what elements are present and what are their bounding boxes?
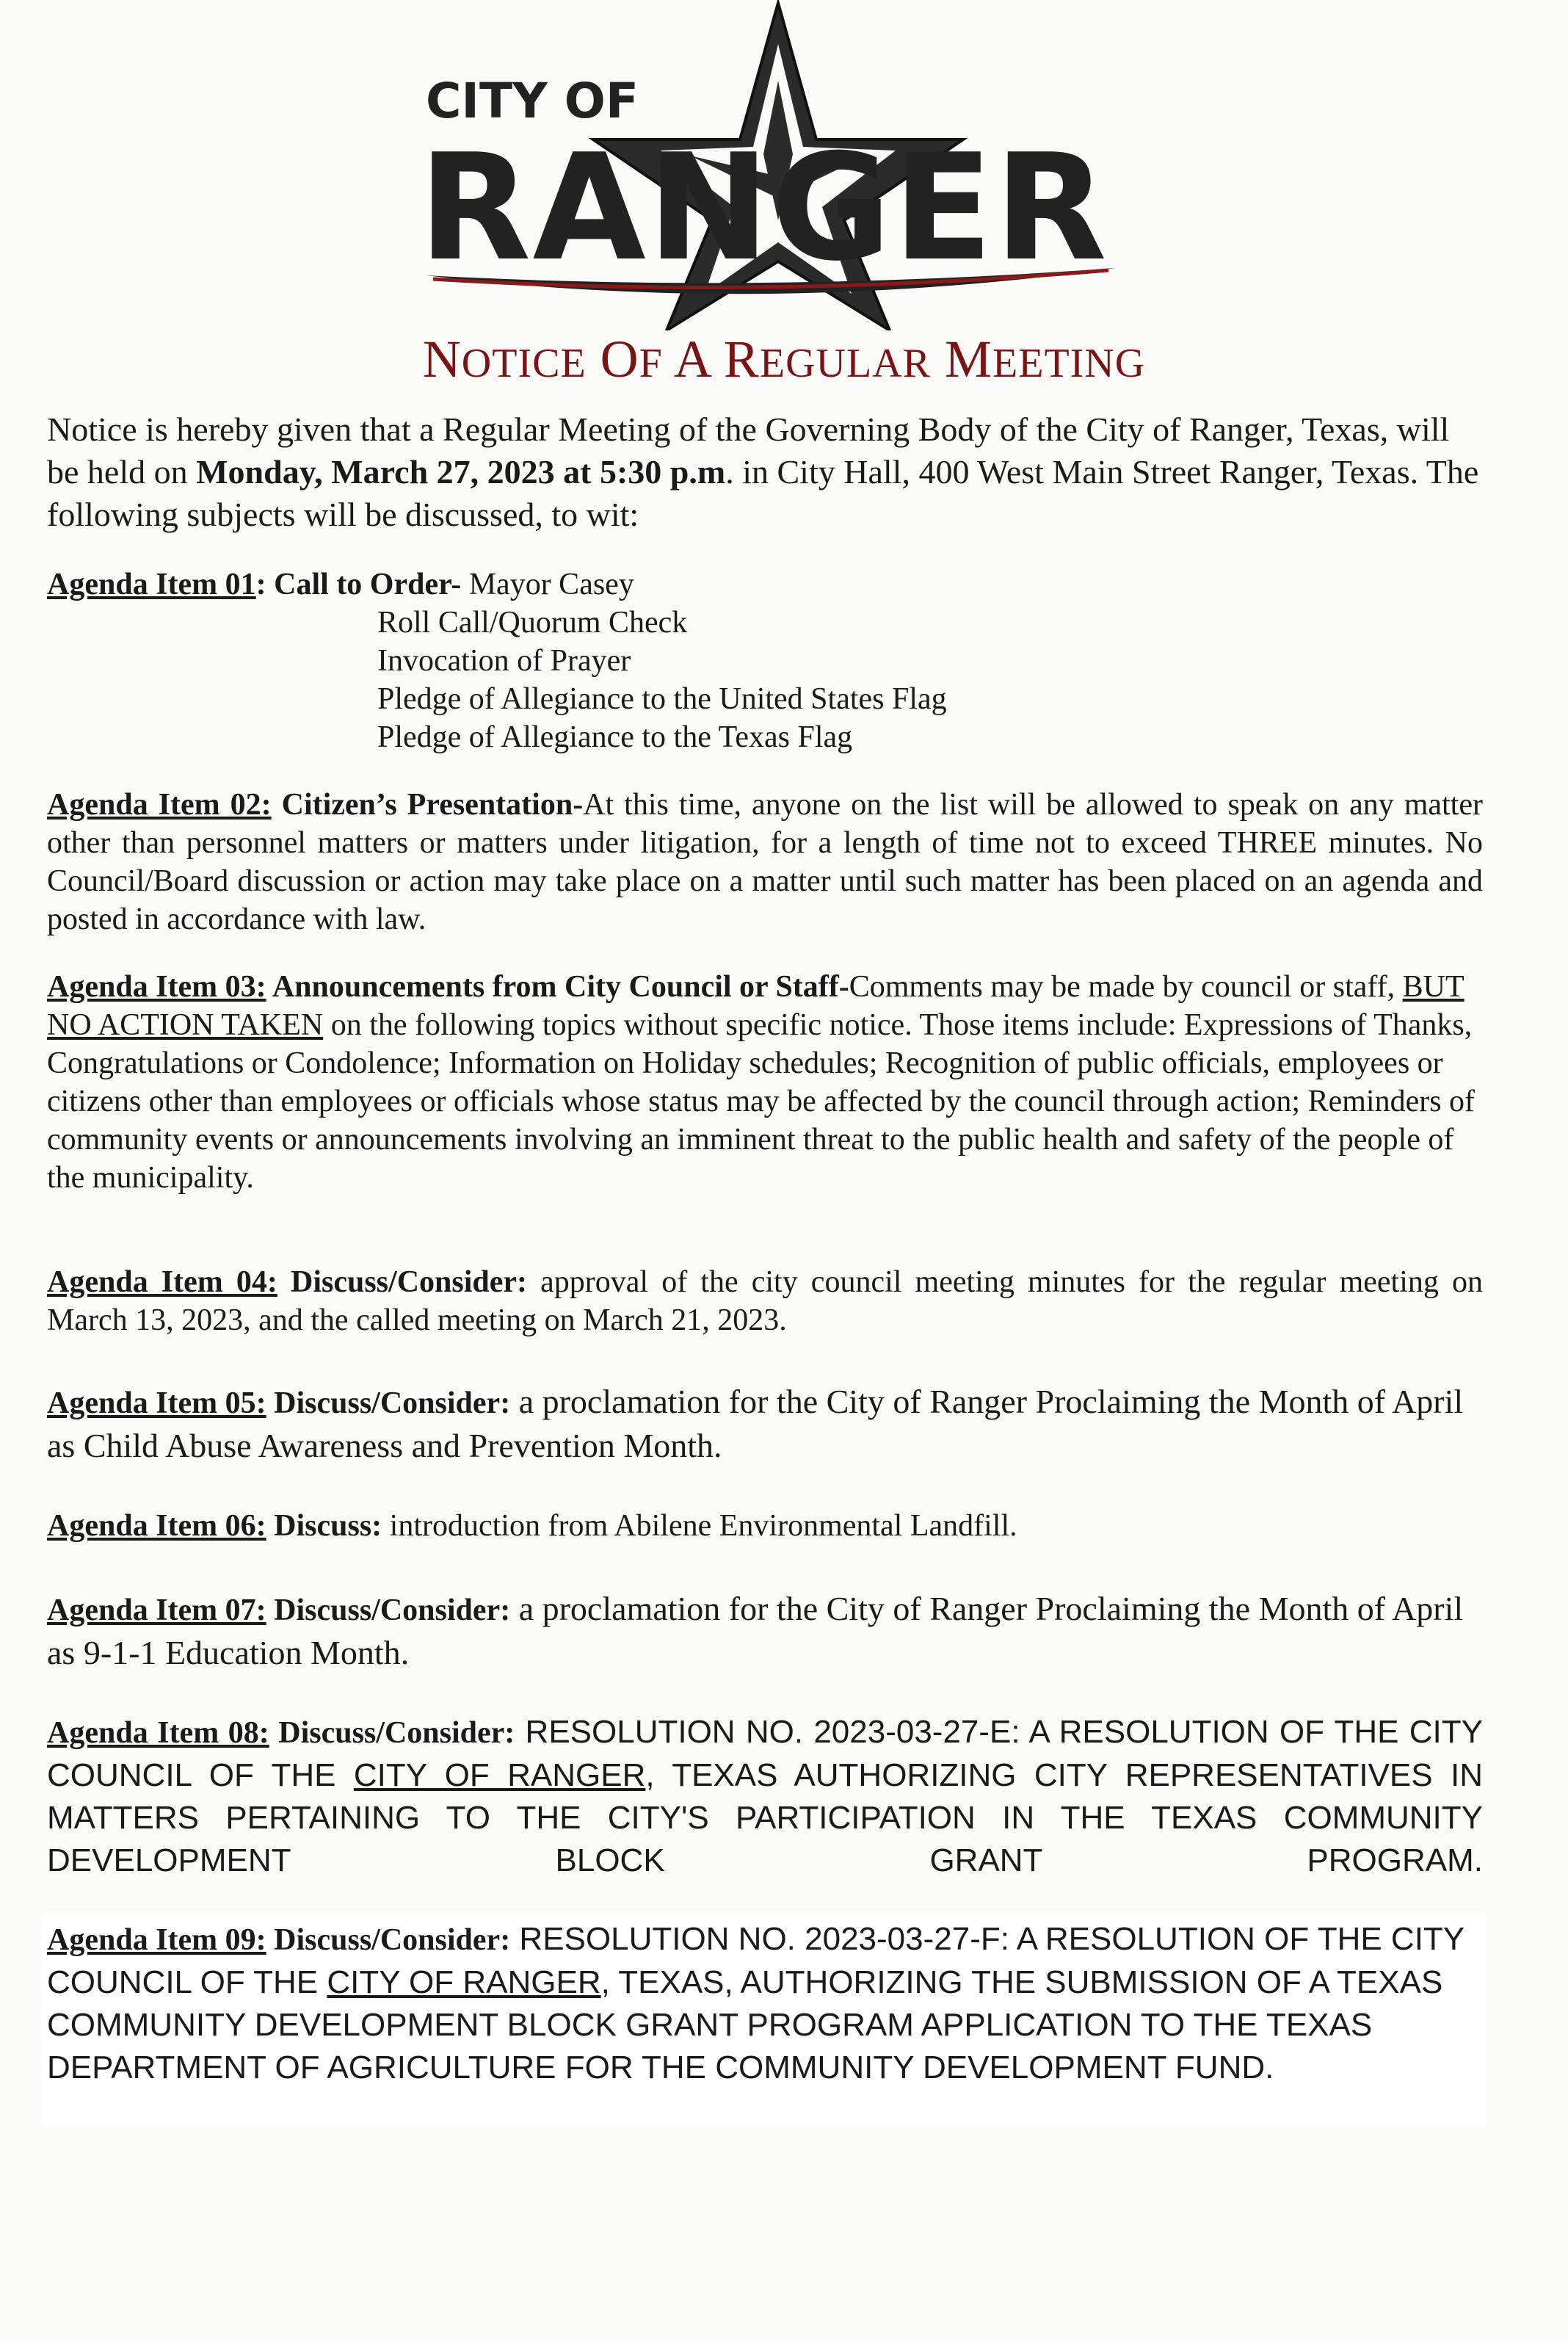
agenda-item-heading: Discuss/Consider:: [266, 1923, 511, 1957]
agenda-item-heading: Discuss/Consider:: [266, 1386, 511, 1420]
logo-city-of-text: CITY OF: [426, 73, 639, 129]
city-of-ranger-logo: [411, 0, 1116, 330]
agenda-item-06: Agenda Item 06: Discuss: introduction from Abilene Environmental Landfill.: [47, 1509, 1017, 1543]
meeting-date: Monday, March 27, 2023 at 5:30 p.m: [196, 453, 726, 491]
agenda-item-heading: Discuss/Consider:: [266, 1593, 511, 1627]
title-word: A: [673, 330, 710, 388]
agenda-item-label: Agenda Item 01: [47, 568, 256, 601]
title-word: REGULAR: [723, 330, 931, 388]
agenda-item-heading: Discuss/Consider:: [269, 1716, 515, 1750]
agenda-item-05: Agenda Item 05: Discuss/Consider: a proclamation for the City of Ranger Proclaiming the Month of April as Child Abuse Awareness and Prevention Month.: [47, 1383, 1464, 1464]
logo-ranger-text: RANGER: [418, 123, 1108, 294]
list-item: Pledge of Allegiance to the Texas Flag: [377, 720, 853, 754]
agenda-item-heading: Citizen’s Presentation-: [271, 788, 584, 822]
agenda-item-label: Agenda Item 04:: [47, 1265, 277, 1299]
agenda-item-08: Agenda Item 08: Discuss/Consider: RESOLUTION NO. 2023-03-27-E: A RESOLUTION OF THE CITY COUNCIL OF THE CITY OF RANGER, TEXAS AUTHORIZING CITY REPRESENTATIVES IN MATTERS PERTAINING TO THE CITY'S PARTICIPATION IN THE TEXAS COMMUNITY DEVELOPMENT BLOCK GRANT PROGRAM.: [47, 1714, 1483, 1878]
agenda-item-label: Agenda Item 08:: [47, 1716, 269, 1750]
agenda-item-heading: Discuss:: [266, 1509, 382, 1543]
title-word: OF: [600, 330, 663, 388]
list-item: Pledge of Allegiance to the United States Flag: [377, 682, 947, 716]
title-word: NOTICE: [422, 330, 587, 388]
agenda-item-label: Agenda Item 09:: [47, 1923, 266, 1957]
agenda-item-09: Agenda Item 09: Discuss/Consider: RESOLUTION NO. 2023-03-27-F: A RESOLUTION OF THE CITY COUNCIL OF THE CITY OF RANGER, TEXAS, AUTHORIZING THE SUBMISSION OF A TEXAS COMMUNITY DEVELOPMENT BLOCK GRANT PROGRAM APPLICATION TO THE TEXAS DEPARTMENT OF AGRICULTURE FOR THE COMMUNITY DEVELOPMENT FUND.: [41, 1914, 1486, 2127]
list-item: Invocation of Prayer: [377, 644, 631, 678]
agenda-item-label: Agenda Item 05:: [47, 1386, 266, 1420]
title-word: MEETING: [945, 330, 1146, 388]
agenda-item-label: Agenda Item 07:: [47, 1593, 266, 1627]
agenda-item-heading: Call to Order-: [274, 568, 462, 601]
list-item: Roll Call/Quorum Check: [377, 606, 688, 640]
agenda-item-03: Agenda Item 03: Announcements from City Council or Staff-Comments may be made by council or staff, BUT NO ACTION TAKEN on the following topics without specific notice. Those items include: Expressions of Thanks, Congratulations or Condolence; Information on Holiday schedules; Recognition of public officials, employees or citizens other than employees or officials whose status may be affected by the council through action; Reminders of community events or announcements involving an imminent threat to the public health and safety of the people of the municipality.: [47, 970, 1476, 1195]
agenda-item-01: Agenda Item 01: Call to Order- Mayor Casey Roll Call/Quorum Check Invocation of Prayer Pledge of Allegiance to the United States Flag Pledge of Allegiance to the Texas Flag: [47, 565, 1483, 756]
agenda-item-label: Agenda Item 02:: [47, 788, 272, 822]
agenda-item-label: Agenda Item 06:: [47, 1509, 266, 1543]
agenda-item-07: Agenda Item 07: Discuss/Consider: a proclamation for the City of Ranger Proclaiming the Month of April as 9-1-1 Education Month.: [47, 1590, 1464, 1671]
page-title: [0, 329, 1568, 390]
agenda-item-heading: Announcements from City Council or Staff-: [266, 970, 849, 1004]
intro-paragraph: Notice is hereby given that a Regular Meeting of the Governing Body of the City of Ranger, Texas, will be held on Monday, March 27, 2023 at 5:30 p.m. in City Hall, 400 West Main Street Ranger, Texas. The following subjects will be discussed, to wit:: [47, 410, 1479, 533]
agenda-item-02: Agenda Item 02: Citizen’s Presentation-At this time, anyone on the list will be allowed to speak on any matter other than personnel matters or matters under litigation, for a length of time not to exceed THREE minutes. No Council/Board discussion or action may take place on a matter until such matter has been placed on an agenda and posted in accordance with law.: [47, 788, 1483, 936]
agenda-item-heading: Discuss/Consider:: [277, 1265, 528, 1299]
agenda-item-04: Agenda Item 04: Discuss/Consider: approval of the city council meeting minutes for the regular meeting on March 13, 2023, and the called meeting on March 21, 2023.: [47, 1265, 1483, 1337]
agenda-item-label: Agenda Item 03:: [47, 970, 266, 1004]
